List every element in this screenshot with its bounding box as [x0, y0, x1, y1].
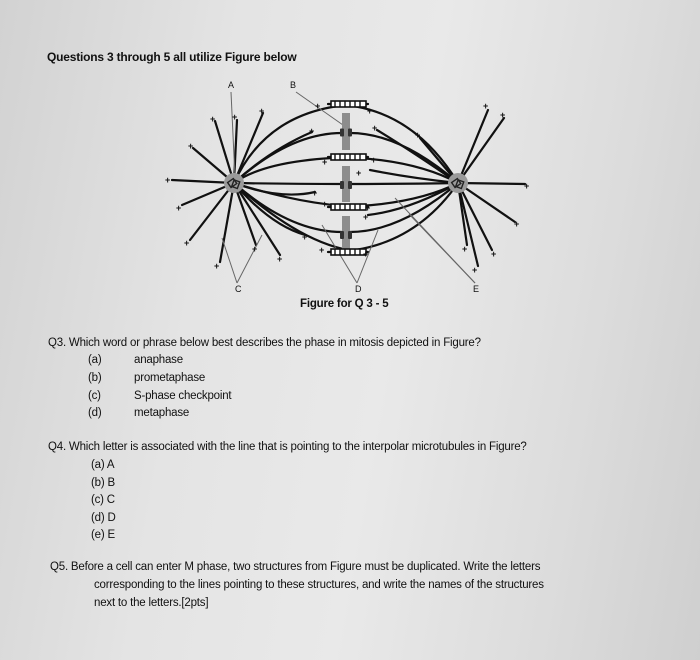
kinetochore: [348, 231, 352, 239]
plus-end-marker: +: [500, 110, 506, 120]
plus-end-marker: +: [322, 157, 328, 167]
kinetochore: [348, 129, 352, 137]
plus-end-marker: +: [319, 245, 325, 255]
label-d: D: [355, 284, 362, 294]
kinetochore: [348, 181, 352, 189]
plus-end-marker: +: [302, 232, 308, 242]
plus-end-marker: +: [322, 199, 328, 209]
q3-option-c[interactable]: S-phase checkpoint: [134, 390, 232, 402]
plus-end-marker: +: [232, 112, 238, 122]
plus-end-marker: +: [309, 126, 315, 136]
q3-option-letter: (c): [88, 390, 101, 402]
kinetochore: [340, 231, 344, 239]
plus-end-marker: +: [165, 175, 171, 185]
q4-option-c[interactable]: (c) C: [91, 494, 115, 506]
plus-end-marker: +: [415, 130, 421, 140]
label-b: B: [290, 80, 297, 90]
plus-end-marker: +: [259, 106, 265, 116]
plus-end-marker: +: [472, 265, 478, 275]
centrosome: [224, 173, 244, 193]
q3-question: Q3. Which word or phrase below best describes the phase in mitosis depicted in Figure?: [48, 337, 481, 349]
q3-option-b[interactable]: prometaphase: [134, 372, 206, 384]
astral-microtubule: [458, 183, 525, 184]
mitotic-spindle-figure: [160, 70, 540, 300]
plus-end-marker: +: [214, 261, 220, 271]
plus-end-marker: +: [372, 123, 378, 133]
interpolar-overlap: [331, 249, 366, 255]
plus-end-marker: +: [176, 203, 182, 213]
plus-end-marker: +: [491, 249, 497, 259]
label-pointer-line: [222, 238, 237, 283]
plus-end-marker: +: [312, 188, 318, 198]
plus-end-marker: +: [188, 141, 194, 151]
plus-end-marker: +: [365, 203, 371, 213]
kinetochore: [340, 181, 344, 189]
q3-option-a[interactable]: anaphase: [134, 354, 183, 366]
q5-question-line-2: corresponding to the lines pointing to these structures, and write the names of the structures: [94, 579, 544, 591]
q5-question-line-3: next to the letters.[2pts]: [94, 597, 209, 609]
q4-option-a[interactable]: (a) A: [91, 459, 115, 471]
plus-end-marker: +: [277, 254, 283, 264]
interpolar-overlap: [331, 154, 366, 160]
plus-end-marker: +: [371, 155, 377, 165]
q3-option-letter: (a): [88, 354, 102, 366]
label-e: E: [473, 284, 480, 294]
plus-end-marker: +: [524, 181, 530, 191]
interpolar-overlap: [331, 101, 366, 107]
plus-end-marker: +: [252, 244, 258, 254]
figure-caption: Figure for Q 3 - 5: [300, 298, 389, 310]
page-title: Questions 3 through 5 all utilize Figure below: [47, 50, 297, 64]
label-a: A: [228, 80, 235, 90]
interpolar-overlap: [331, 204, 366, 210]
q4-question: Q4. Which letter is associated with the line that is pointing to the interpolar microtubules in Figure?: [48, 441, 527, 453]
label-pointer-line: [237, 235, 262, 283]
q4-option-e[interactable]: (e) E: [91, 529, 115, 541]
plus-end-marker: +: [315, 101, 321, 111]
plus-end-marker: +: [184, 238, 190, 248]
q3-option-letter: (d): [88, 407, 102, 419]
q4-option-b[interactable]: (b) B: [91, 477, 115, 489]
label-c: C: [235, 284, 242, 294]
astral-microtubule: [220, 183, 234, 262]
plus-end-marker: +: [363, 249, 369, 259]
q3-option-letter: (b): [88, 372, 102, 384]
plus-end-marker: +: [367, 106, 373, 116]
centrosome: [448, 173, 468, 193]
q3-option-d[interactable]: metaphase: [134, 407, 190, 419]
plus-end-marker: +: [356, 168, 362, 178]
plus-end-marker: +: [210, 114, 216, 124]
q4-option-d[interactable]: (d) D: [91, 512, 116, 524]
plus-end-marker: +: [363, 212, 369, 222]
plus-end-marker: +: [514, 219, 520, 229]
label-pointer-line: [231, 92, 238, 178]
plus-end-marker: +: [462, 244, 468, 254]
q5-question-line-1: Q5. Before a cell can enter M phase, two structures from Figure must be duplicated. Write the letters: [50, 561, 541, 573]
kinetochore-microtubule: [350, 183, 458, 184]
kinetochore-microtubule: [234, 183, 342, 184]
plus-end-marker: +: [483, 101, 489, 111]
kinetochore: [340, 129, 344, 137]
